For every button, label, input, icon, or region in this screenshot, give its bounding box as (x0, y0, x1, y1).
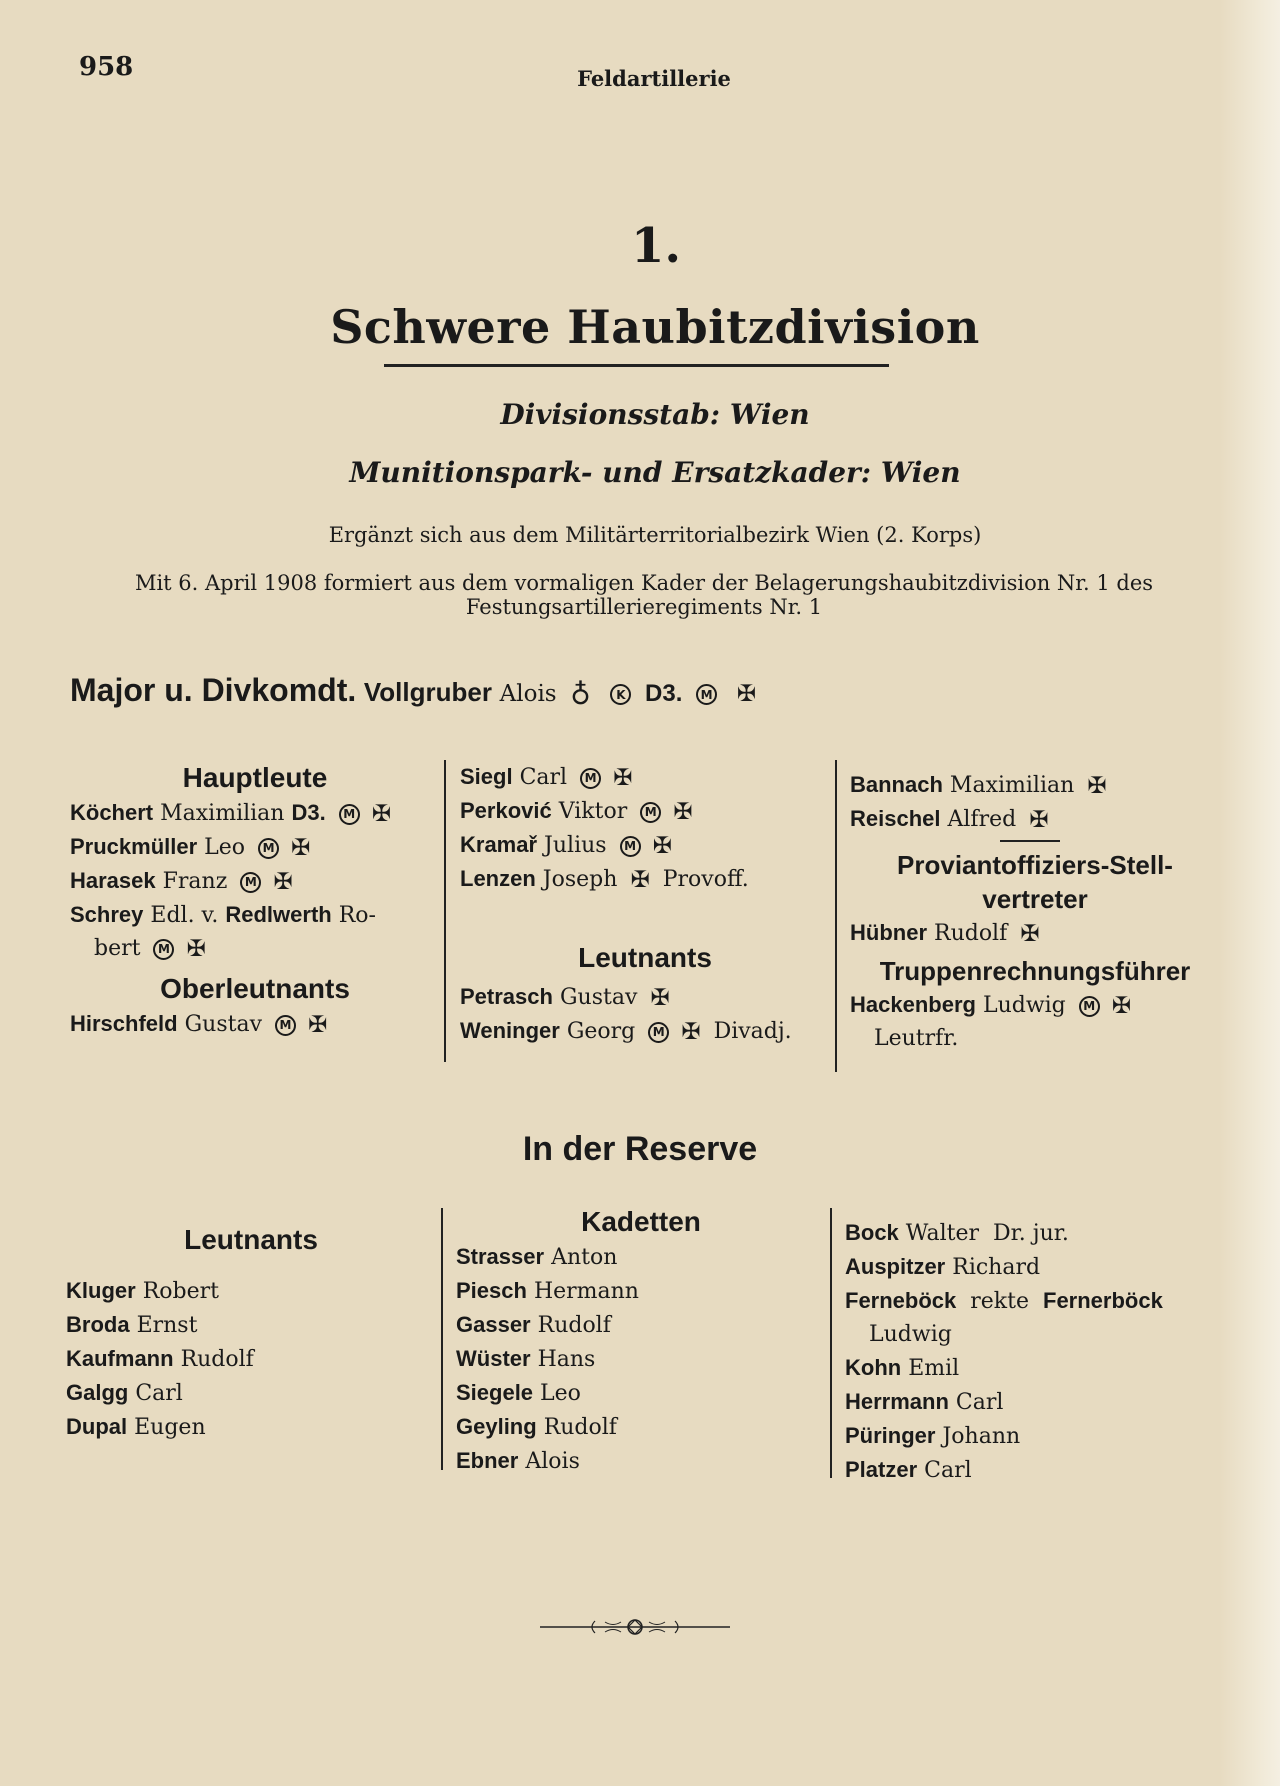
cross-patee-icon: ✠ (1029, 806, 1049, 833)
list-item: Siegele Leo (456, 1380, 581, 1406)
m-badge-icon: M (1079, 996, 1100, 1017)
cross-patee-icon: ✠ (371, 800, 391, 827)
list-item: Püringer Johann (845, 1423, 1021, 1449)
list-item: Hackenberg Ludwig M ✠ (850, 992, 1132, 1019)
list-item: Bock Walter Dr. jur. (845, 1220, 1069, 1246)
commander-given-name: Alois (499, 681, 557, 707)
list-item: Weninger Georg M ✠ Divadj. (460, 1018, 792, 1045)
m-badge-icon: M (648, 1022, 669, 1043)
commander-line (70, 672, 762, 709)
list-item: Platzer Carl (845, 1457, 972, 1483)
active-column-1 (70, 760, 440, 1041)
divisionsstab-line: Divisionsstab: Wien (500, 398, 810, 431)
short-divider (1000, 840, 1060, 842)
list-item: Dupal Eugen (66, 1414, 206, 1440)
heading-proviant-line-1: Proviantoffiziers-Stell- (897, 850, 1173, 880)
cross-patee-icon: ✠ (736, 681, 756, 707)
list-item: Reischel Alfred ✠ (850, 806, 1049, 833)
column-divider (835, 760, 837, 1072)
cross-patee-icon: ✠ (630, 866, 650, 893)
list-item: Auspitzer Richard (845, 1254, 1041, 1280)
formation-note (74, 571, 1214, 619)
reserve-column-3 (845, 1216, 1225, 1487)
m-badge-icon: M (275, 1015, 296, 1036)
heading-reserve-leutnants: Leutnants (184, 1224, 318, 1255)
cross-patee-icon: ✠ (273, 868, 293, 895)
list-item: Ferneböck rekte Fernerböck (845, 1288, 1163, 1314)
m-badge-icon: M (580, 768, 601, 789)
m-badge-icon: M (339, 804, 360, 825)
list-item: Wüster Hans (456, 1346, 596, 1372)
heading-truppenrechnungsfuehrer: Truppenrechnungsführer (879, 956, 1191, 986)
column-divider (441, 1208, 443, 1470)
list-item: Herrmann Carl (845, 1389, 1004, 1415)
k-badge-icon: K (610, 684, 631, 705)
list-item: Köchert Maximilian D3. M ✠ (70, 800, 391, 827)
list-item-continuation: bert M ✠ (94, 935, 206, 962)
list-item: Gasser Rudolf (456, 1312, 611, 1338)
m-badge-icon: M (258, 838, 279, 859)
heading-proviant-line-2: vertreter (982, 884, 1088, 914)
m-badge-icon: M (620, 836, 641, 857)
list-item: Hirschfeld Gustav M ✠ (70, 1011, 328, 1038)
list-item: Lenzen Joseph ✠ Provoff. (460, 866, 749, 893)
commander-decor-d3: D3. (645, 680, 683, 707)
section-number: 1. (630, 218, 682, 274)
list-item: Kluger Robert (66, 1278, 219, 1304)
title-underline (384, 364, 889, 367)
m-badge-icon: M (153, 939, 174, 960)
column-divider (444, 760, 446, 1062)
formation-line-2: Festungsartillerieregiments Nr. 1 (465, 595, 823, 619)
m-badge-icon: M (640, 802, 661, 823)
reserve-title: In der Reserve (522, 1130, 758, 1168)
munitionspark-line: Munitionspark- und Ersatzkader: Wien (349, 456, 961, 489)
cross-patee-icon: ✠ (291, 834, 311, 861)
ornament-divider-icon (535, 1612, 735, 1642)
cross-patee-icon: ✠ (1111, 992, 1132, 1019)
m-badge-icon: M (696, 684, 717, 705)
reserve-column-2 (456, 1204, 826, 1478)
formation-line-1: Mit 6. April 1908 formiert aus dem vormaligen Kader der Belagerungshaubitzdivision Nr. 1 des (134, 571, 1154, 595)
list-item: Kaufmann Rudolf (66, 1346, 254, 1372)
list-item: Schrey Edl. v. Redlwerth Ro- (70, 902, 376, 928)
list-item-continuation: Leutrfr. (874, 1026, 959, 1051)
column-divider (830, 1208, 832, 1478)
list-item-continuation: Ludwig (869, 1322, 952, 1347)
cross-patee-icon: ✠ (1020, 920, 1040, 947)
cross-patee-icon: ✠ (652, 832, 672, 859)
list-item: Bannach Maximilian ✠ (850, 772, 1107, 799)
cross-patee-icon: ✠ (673, 798, 693, 825)
list-item: Ebner Alois (456, 1448, 580, 1474)
list-item: Harasek Franz M ✠ (70, 868, 293, 895)
running-title: Feldartillerie (577, 66, 731, 91)
list-item: Broda Ernst (66, 1312, 198, 1338)
heading-hauptleute: Hauptleute (182, 762, 328, 793)
cross-patee-icon: ✠ (308, 1011, 328, 1038)
list-item: Kramař Julius M ✠ (460, 832, 672, 859)
list-item: Kohn Emil (845, 1355, 960, 1381)
cross-patee-icon: ✠ (681, 1018, 701, 1045)
heading-oberleutnants: Oberleutnants (160, 973, 350, 1004)
active-column-2 (460, 760, 830, 1048)
reserve-column-1 (66, 1222, 436, 1444)
list-item: Geyling Rudolf (456, 1414, 617, 1440)
ergaenzt-line: Ergänzt sich aus dem Militärterritorialbezirk Wien (2. Korps) (328, 523, 982, 547)
cross-patee-icon: ✠ (186, 935, 206, 962)
commander-surname: Vollgruber (363, 677, 492, 707)
list-item: Hübner Rudolf ✠ (850, 920, 1040, 947)
list-item: Piesch Hermann (456, 1278, 639, 1304)
commander-rank: Major u. Divkomdt. (70, 672, 357, 708)
cross-patee-icon: ✠ (650, 984, 670, 1011)
heading-kadetten: Kadetten (581, 1206, 701, 1237)
page-number: 958 (79, 52, 134, 82)
list-item: Siegl Carl M ✠ (460, 764, 633, 791)
cross-patee-icon: ✠ (613, 764, 633, 791)
order-bell-icon: ♁ (570, 677, 591, 711)
list-item: Petrasch Gustav ✠ (460, 984, 670, 1011)
list-item: Pruckmüller Leo M ✠ (70, 834, 311, 861)
m-badge-icon: M (240, 872, 261, 893)
division-title: Schwere Haubitzdivision (330, 300, 980, 354)
cross-patee-icon: ✠ (1087, 772, 1107, 799)
heading-leutnants: Leutnants (578, 942, 712, 973)
list-item: Galgg Carl (66, 1380, 183, 1406)
list-item: Perković Viktor M ✠ (460, 798, 693, 825)
list-item: Strasser Anton (456, 1244, 618, 1270)
active-column-3 (850, 768, 1220, 1055)
